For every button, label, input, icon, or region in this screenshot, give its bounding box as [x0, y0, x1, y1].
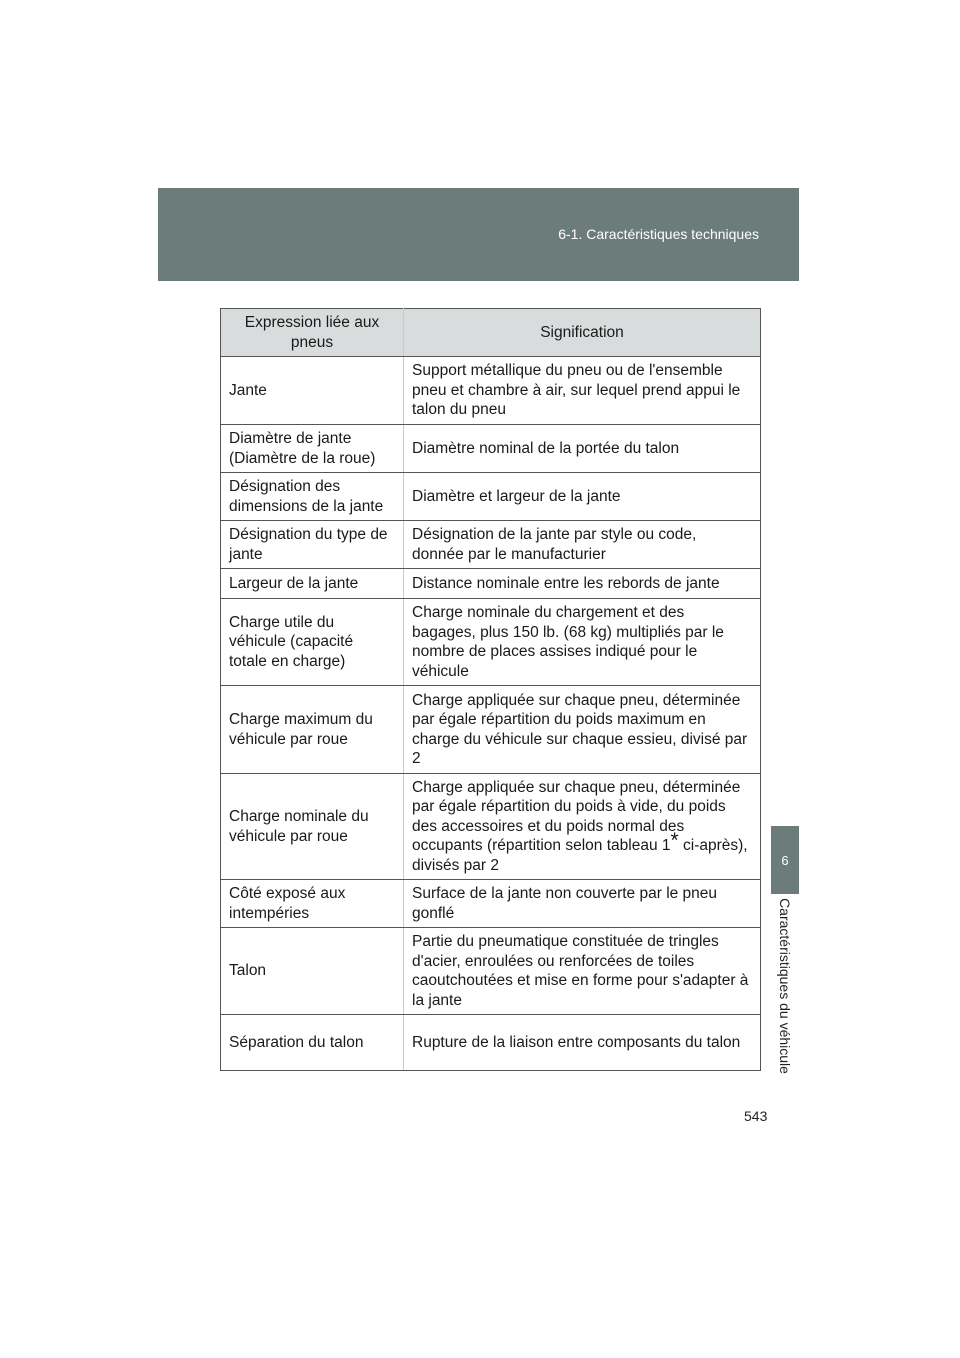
definition-cell: Charge nominale du chargement et des bagages, plus 150 lb. (68 kg) multipliés par le nombre de places assises indiqué pour le véhicule — [404, 599, 761, 686]
table-row — [221, 774, 761, 880]
term-cell: Séparation du talon — [221, 1015, 404, 1071]
table-row — [221, 569, 761, 599]
definition-cell: Distance nominale entre les rebords de jante — [404, 569, 761, 599]
table-row — [221, 425, 761, 473]
definition-text: Charge appliquée sur chaque pneu, déterminée par égale répartition du poids à vide, du poids des accessoires et du poids normal des occupants (répartition selon tableau 1 — [412, 778, 741, 855]
table-row — [221, 928, 761, 1015]
definition-cell: Rupture de la liaison entre composants du talon — [404, 1015, 761, 1071]
definition-cell: Diamètre et largeur de la jante — [404, 473, 761, 521]
term-cell: Charge utile du véhicule (capacité totale en charge) — [221, 599, 404, 686]
definition-cell — [404, 774, 761, 880]
definition-cell: Support métallique du pneu ou de l'ensemble pneu et chambre à air, sur lequel prend appui le talon du pneu — [404, 357, 761, 425]
tire-terms-table — [220, 308, 761, 1071]
term-cell: Largeur de la jante — [221, 569, 404, 599]
term-cell: Diamètre de jante (Diamètre de la roue) — [221, 425, 404, 473]
definition-text-end: ci-après), divisés par 2 — [412, 837, 748, 874]
term-cell: Talon — [221, 928, 404, 1015]
chapter-number: 6 — [781, 852, 789, 868]
table-header-row — [221, 309, 761, 357]
column-header-term: Expression liée aux pneus — [221, 309, 404, 357]
table-row — [221, 599, 761, 686]
section-title: 6-1. Caractéristiques techniques — [558, 226, 759, 242]
table-row — [221, 473, 761, 521]
definition-cell: Partie du pneumatique constituée de tringles d'acier, enroulées ou renforcées de toiles caoutchoutées et mise en forme pour s'adapter à la jante — [404, 928, 761, 1015]
table-row — [221, 521, 761, 569]
term-cell: Charge nominale du véhicule par roue — [221, 774, 404, 880]
chapter-label: Caractéristiques du véhicule — [777, 898, 793, 1074]
table-row — [221, 357, 761, 425]
table-row — [221, 880, 761, 928]
definition-cell: Charge appliquée sur chaque pneu, déterminée par égale répartition du poids maximum en charge du véhicule sur chaque essieu, divisé par 2 — [404, 686, 761, 774]
table-row — [221, 686, 761, 774]
column-header-meaning: Signification — [404, 309, 761, 357]
term-cell: Désignation des dimensions de la jante — [221, 473, 404, 521]
term-cell: Côté exposé aux intempéries — [221, 880, 404, 928]
term-cell: Désignation du type de jante — [221, 521, 404, 569]
definition-cell: Surface de la jante non couverte par le pneu gonflé — [404, 880, 761, 928]
table-row — [221, 1015, 761, 1071]
page-number: 543 — [744, 1108, 768, 1124]
footnote-mark: * — [670, 829, 679, 853]
term-cell: Jante — [221, 357, 404, 425]
definition-cell: Diamètre nominal de la portée du talon — [404, 425, 761, 473]
term-cell: Charge maximum du véhicule par roue — [221, 686, 404, 774]
section-header-band — [158, 188, 799, 281]
chapter-tab[interactable] — [771, 826, 799, 894]
definition-cell: Désignation de la jante par style ou code, donnée par le manufacturier — [404, 521, 761, 569]
